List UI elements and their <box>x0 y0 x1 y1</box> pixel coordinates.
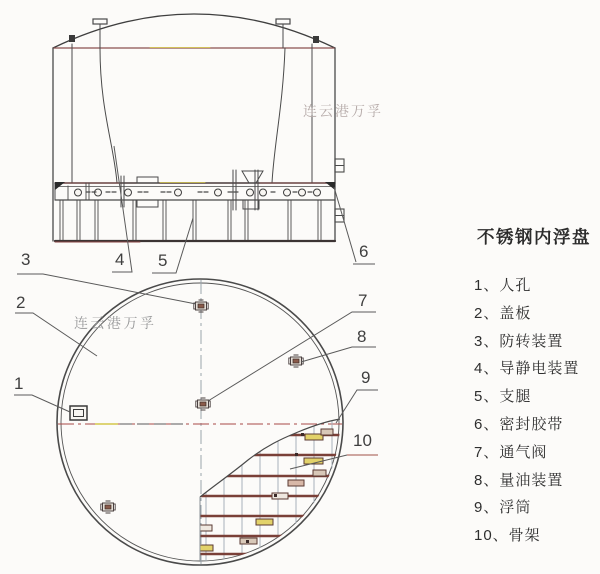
deck-float-circles <box>75 189 321 196</box>
deck-box-bottom <box>137 200 158 207</box>
static-cable-right <box>272 48 285 183</box>
static-cable-left <box>100 48 117 183</box>
legend-item-static-device: 4、导静电装置 <box>474 360 580 378</box>
skeleton-grid <box>193 415 346 566</box>
legend-item-support-legs: 5、支腿 <box>474 388 532 406</box>
manhole <box>70 406 87 420</box>
roof-nozzle-right <box>276 19 290 48</box>
vent-valve <box>196 398 210 410</box>
callout-6: 6 <box>359 242 369 261</box>
callout-2: 2 <box>16 293 26 312</box>
deck-flange-plates <box>121 170 258 210</box>
watermark-side-view: 连云港万孚 <box>303 103 383 119</box>
legend-item-manhole: 1、人孔 <box>474 277 532 294</box>
legend-item-vent-valve: 7、通气阀 <box>474 443 548 461</box>
legend-title: 不锈钢内浮盘 <box>477 227 591 247</box>
secondary-vent-valve <box>101 501 115 513</box>
leader-3 <box>17 274 196 304</box>
legend-item-list <box>474 272 579 550</box>
legend-item-float-drum: 9、浮筒 <box>474 499 532 517</box>
shell-brackets <box>335 159 344 222</box>
callout-3: 3 <box>21 250 31 269</box>
legend-item-anti-rotation: 3、防转装置 <box>474 332 564 350</box>
callout-9: 9 <box>361 368 371 387</box>
callout-8: 8 <box>357 327 367 346</box>
roof-pin-right <box>313 36 319 43</box>
legend-item-cover-plate: 2、盖板 <box>474 304 532 322</box>
legend-item-skeleton: 10、骨架 <box>474 527 541 545</box>
leader-10 <box>290 455 347 469</box>
anti-rotation-device <box>194 300 208 312</box>
callout-4: 4 <box>115 250 125 269</box>
deck-box-top <box>137 177 158 183</box>
callout-10: 10 <box>353 431 372 450</box>
callout-7: 7 <box>358 291 368 310</box>
roof-pin-left <box>69 35 75 42</box>
seal-wedge-right <box>325 182 335 190</box>
legend-item-seal-tape: 6、密封胶带 <box>474 415 564 433</box>
leader-8 <box>301 347 376 362</box>
side-view <box>53 14 344 242</box>
deck-funnel-vent <box>242 171 263 183</box>
pontoon-floats <box>196 429 333 551</box>
support-legs <box>60 200 321 240</box>
legend-item-oil-measuring: 8、量油装置 <box>474 471 564 489</box>
roof-nozzle-left <box>93 19 107 48</box>
seal-wedge-left <box>55 182 65 190</box>
oil-measuring-device <box>289 355 303 367</box>
leader-6 <box>334 187 375 264</box>
callout-1: 1 <box>14 374 24 393</box>
watermark-top-view: 连云港万孚 <box>74 315 157 331</box>
callout-5: 5 <box>158 251 168 270</box>
